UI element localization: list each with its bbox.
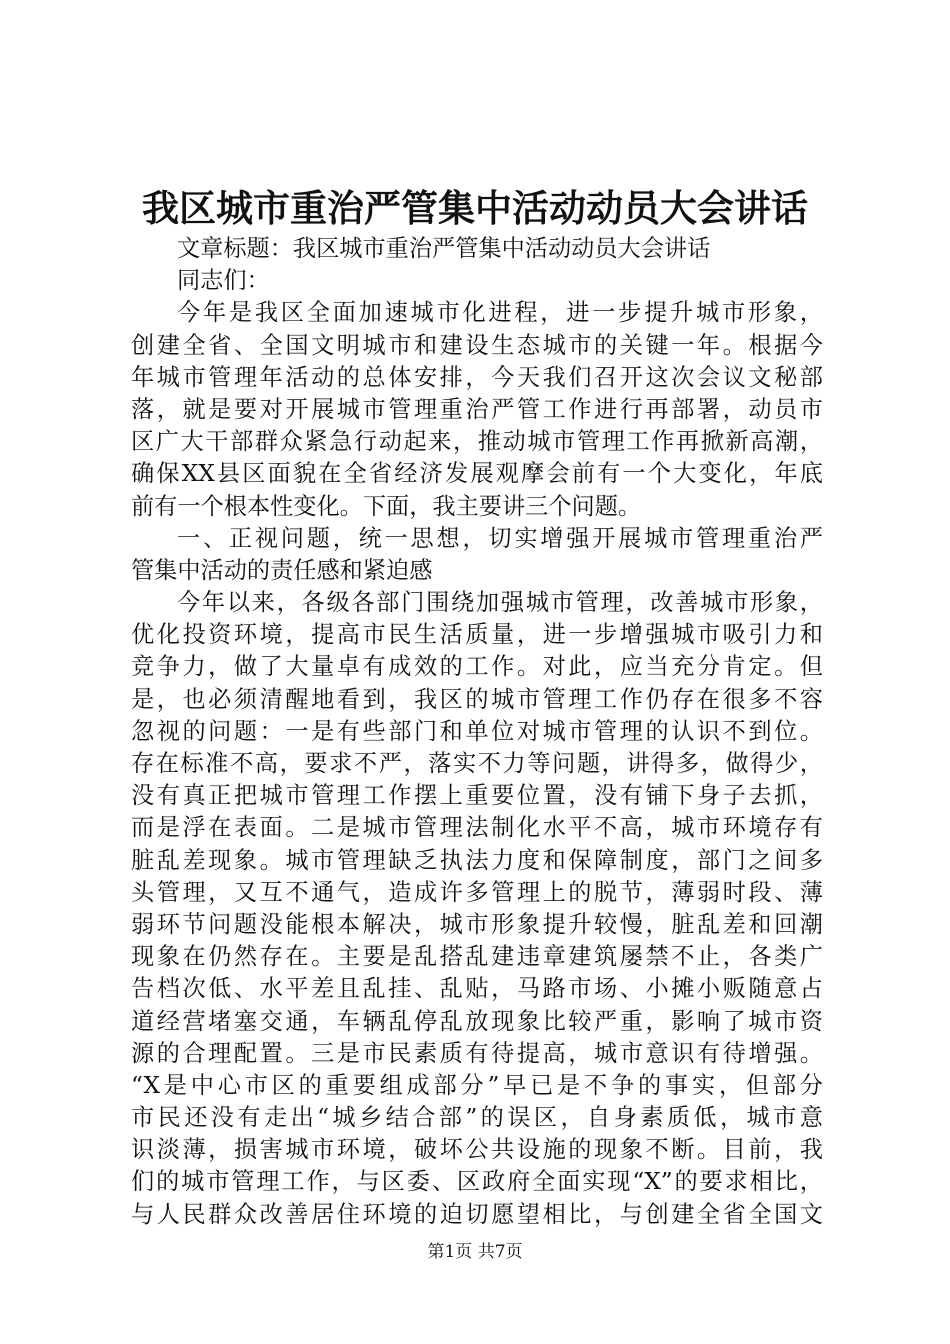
paragraph-line: 们的城市管理工作，与区委、区政府全面实现“X”的要求相比，: [131, 1168, 823, 1196]
paragraph-line: 同志们：: [177, 267, 270, 295]
paragraph-line: 优化投资环境，提高市民生活质量，进一步增强城市吸引力和: [131, 621, 823, 649]
paragraph-line: 一、正视问题，统一思想，切实增强开展城市管理重治严: [177, 524, 823, 552]
paragraph-line: 而是浮在表面。二是城市管理法制化水平不高，城市环境存有: [131, 814, 823, 842]
paragraph-line: 识淡薄，损害城市环境，破坏公共设施的现象不断。目前，我: [131, 1136, 823, 1164]
page-footer: 第1页 共7页: [427, 1242, 523, 1262]
paragraph-line: 脏乱差现象。城市管理缺乏执法力度和保障制度，部门之间多: [131, 846, 823, 874]
paragraph-line: 前有一个根本性变化。下面，我主要讲三个问题。: [131, 492, 642, 520]
paragraph-line: 管集中活动的责任感和紧迫感: [131, 556, 433, 584]
paragraph-line: 落，就是要对开展城市管理重治严管工作进行再部署，动员市: [131, 395, 823, 423]
paragraph-line: 源的合理配置。三是市民素质有待提高，城市意识有待增强。: [131, 1039, 823, 1067]
paragraph-line: 确保XX县区面貌在全省经济发展观摩会前有一个大变化，年底: [131, 460, 823, 488]
paragraph-line: 现象在仍然存在。主要是乱搭乱建违章建筑屡禁不止，各类广: [131, 943, 823, 971]
paragraph-line: 文章标题：我区城市重治严管集中活动动员大会讲话: [177, 235, 711, 262]
paragraph-line: 头管理，又互不通气，造成许多管理上的脱节，薄弱时段、薄: [131, 878, 823, 906]
paragraph-line: “X是中心市区的重要组成部分”早已是不争的事实，但部分: [131, 1071, 823, 1099]
paragraph-line: 今年以来，各级各部门围绕加强城市管理，改善城市形象，: [177, 589, 823, 617]
paragraph-line: 竞争力，做了大量卓有成效的工作。对此，应当充分肯定。但: [131, 653, 823, 681]
paragraph-line: 年城市管理年活动的总体安排，今天我们召开这次会议文秘部: [131, 363, 823, 391]
paragraph-line: 是，也必须清醒地看到，我区的城市管理工作仍存在很多不容: [131, 685, 823, 713]
paragraph-line: 存在标准不高，要求不严，落实不力等问题，讲得多，做得少，: [131, 750, 823, 777]
paragraph-line: 忽视的问题：一是有些部门和单位对城市管理的认识不到位。: [131, 717, 823, 745]
paragraph-line: 创建全省、全国文明城市和建设生态城市的关键一年。根据今: [131, 331, 823, 359]
document-body: [131, 233, 823, 1231]
paragraph-line: 今年是我区全面加速城市化进程，进一步提升城市形象，: [177, 299, 823, 327]
paragraph-line: 道经营堵塞交通，车辆乱停乱放现象比较严重，影响了城市资: [131, 1007, 823, 1035]
paragraph-line: 市民还没有走出“城乡结合部”的误区，自身素质低，城市意: [131, 1104, 823, 1132]
paragraph-line: 区广大干部群众紧急行动起来，推动城市管理工作再掀新高潮，: [131, 428, 823, 456]
document-title: 我区城市重治严管集中活动动员大会讲话: [142, 187, 808, 230]
paragraph-line: 没有真正把城市管理工作摆上重要位置，没有铺下身子去抓，: [131, 782, 823, 810]
paragraph-line: 弱环节问题没能根本解决，城市形象提升较慢，脏乱差和回潮: [131, 910, 823, 938]
paragraph-line: 与人民群众改善居住环境的迫切愿望相比，与创建全省全国文: [131, 1200, 823, 1228]
paragraph-line: 告档次低、水平差且乱挂、乱贴，马路市场、小摊小贩随意占: [131, 975, 823, 1003]
